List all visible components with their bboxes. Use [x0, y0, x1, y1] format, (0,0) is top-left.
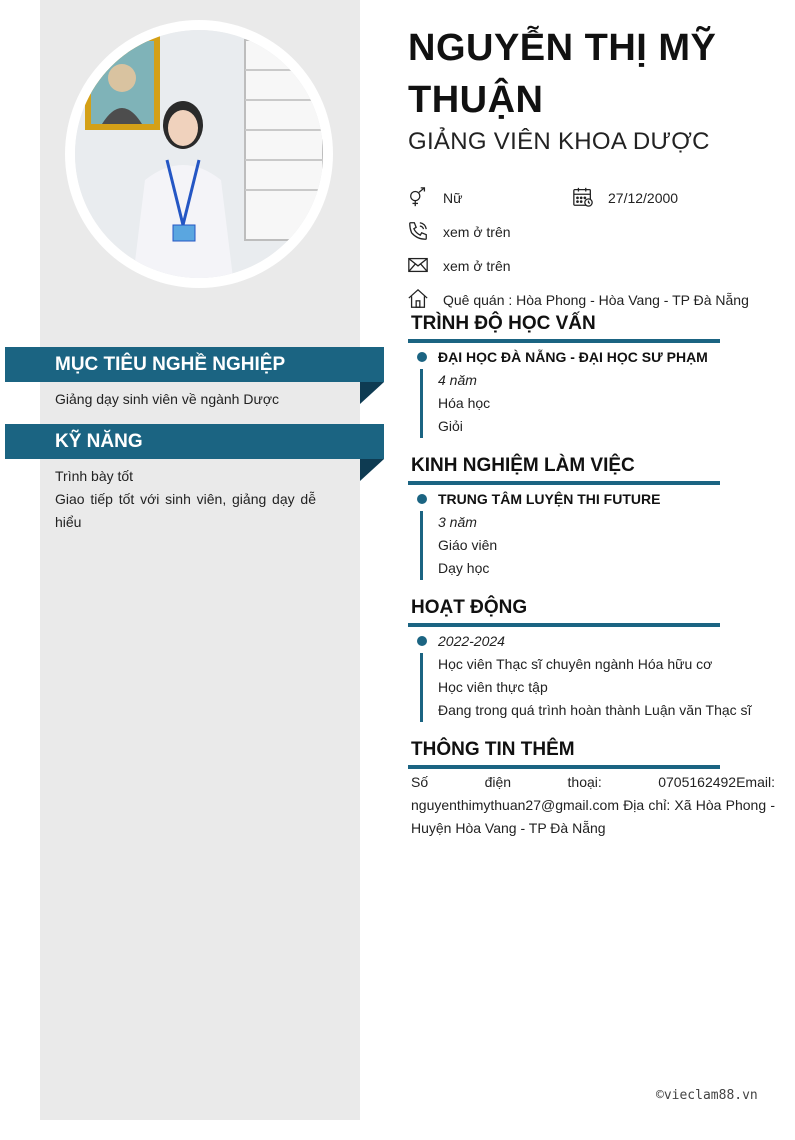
- education-major: Hóa học: [438, 395, 491, 411]
- objective-header: [5, 347, 384, 382]
- skills-title: KỸ NĂNG: [55, 431, 143, 452]
- timeline-dot: [417, 636, 427, 646]
- education-rule: [408, 339, 720, 343]
- birthday-value: 27/12/2000: [608, 190, 679, 206]
- experience-position: Giáo viên: [438, 537, 498, 553]
- activities-title: HOẠT ĐỘNG: [411, 597, 528, 618]
- education-title: TRÌNH ĐỘ HỌC VẤN: [411, 313, 596, 334]
- calendar-icon: [572, 186, 594, 208]
- address-value: Quê quán : Hòa Phong - Hòa Vang - TP Đà Nẵng: [443, 292, 749, 308]
- extra-text: Số điện thoại: 0705162492Email: nguyenthimythuan27@gmail.com Địa chỉ: Xã Hòa Phong - Huyện Hòa Vang - TP Đà Nẵng: [411, 774, 775, 836]
- timeline-dot: [417, 494, 427, 504]
- experience-rule: [408, 481, 720, 485]
- skills-header: [5, 424, 384, 459]
- experience-title: KINH NGHIỆM LÀM VIỆC: [411, 455, 635, 476]
- timeline-dot: [417, 352, 427, 362]
- avatar-photo: [75, 30, 323, 278]
- objective-band-fold: [360, 382, 384, 404]
- email-value: xem ở trên: [443, 258, 511, 274]
- timeline-line: [420, 369, 423, 438]
- watermark: ©vieclam88.vn: [656, 1088, 758, 1103]
- education-school: ĐẠI HỌC ĐÀ NẴNG - ĐẠI HỌC SƯ PHẠM: [438, 349, 708, 365]
- home-icon: [407, 288, 429, 310]
- skill-item: Trình bày tốt: [55, 468, 134, 484]
- experience-company: TRUNG TÂM LUYỆN THI FUTURE: [438, 491, 661, 507]
- mail-icon: [407, 254, 429, 276]
- activities-period: 2022-2024: [438, 633, 505, 649]
- activity-item: Đang trong quá trình hoàn thành Luận văn Thạc sĩ: [438, 702, 752, 718]
- skills-band-fold: [360, 459, 384, 481]
- objective-title: MỤC TIÊU NGHỀ NGHIỆP: [55, 354, 286, 375]
- education-duration: 4 năm: [438, 372, 477, 388]
- experience-description: Dạy học: [438, 560, 490, 576]
- candidate-name: NGUYỄN THỊ MỸ THUẬN: [408, 27, 717, 121]
- timeline-line: [420, 511, 423, 580]
- objective-text: Giảng dạy sinh viên về ngành Dược: [55, 391, 280, 407]
- timeline-line: [420, 653, 423, 722]
- activities-rule: [408, 623, 720, 627]
- extra-title: THÔNG TIN THÊM: [411, 739, 575, 760]
- phone-value: xem ở trên: [443, 224, 511, 240]
- activity-item: Học viên thực tập: [438, 679, 548, 695]
- activity-item: Học viên Thạc sĩ chuyên ngành Hóa hữu cơ: [438, 656, 713, 672]
- experience-duration: 3 năm: [438, 514, 477, 530]
- gender-icon: [407, 186, 429, 208]
- extra-rule: [408, 765, 720, 769]
- education-grade: Giỏi: [438, 418, 463, 434]
- job-title: GIẢNG VIÊN KHOA DƯỢC: [408, 128, 710, 155]
- skill-item: Giao tiếp tốt với sinh viên, giảng dạy dễ hiểu: [55, 491, 316, 530]
- phone-icon: [407, 220, 429, 242]
- gender-value: Nữ: [443, 190, 463, 206]
- avatar: [65, 20, 333, 288]
